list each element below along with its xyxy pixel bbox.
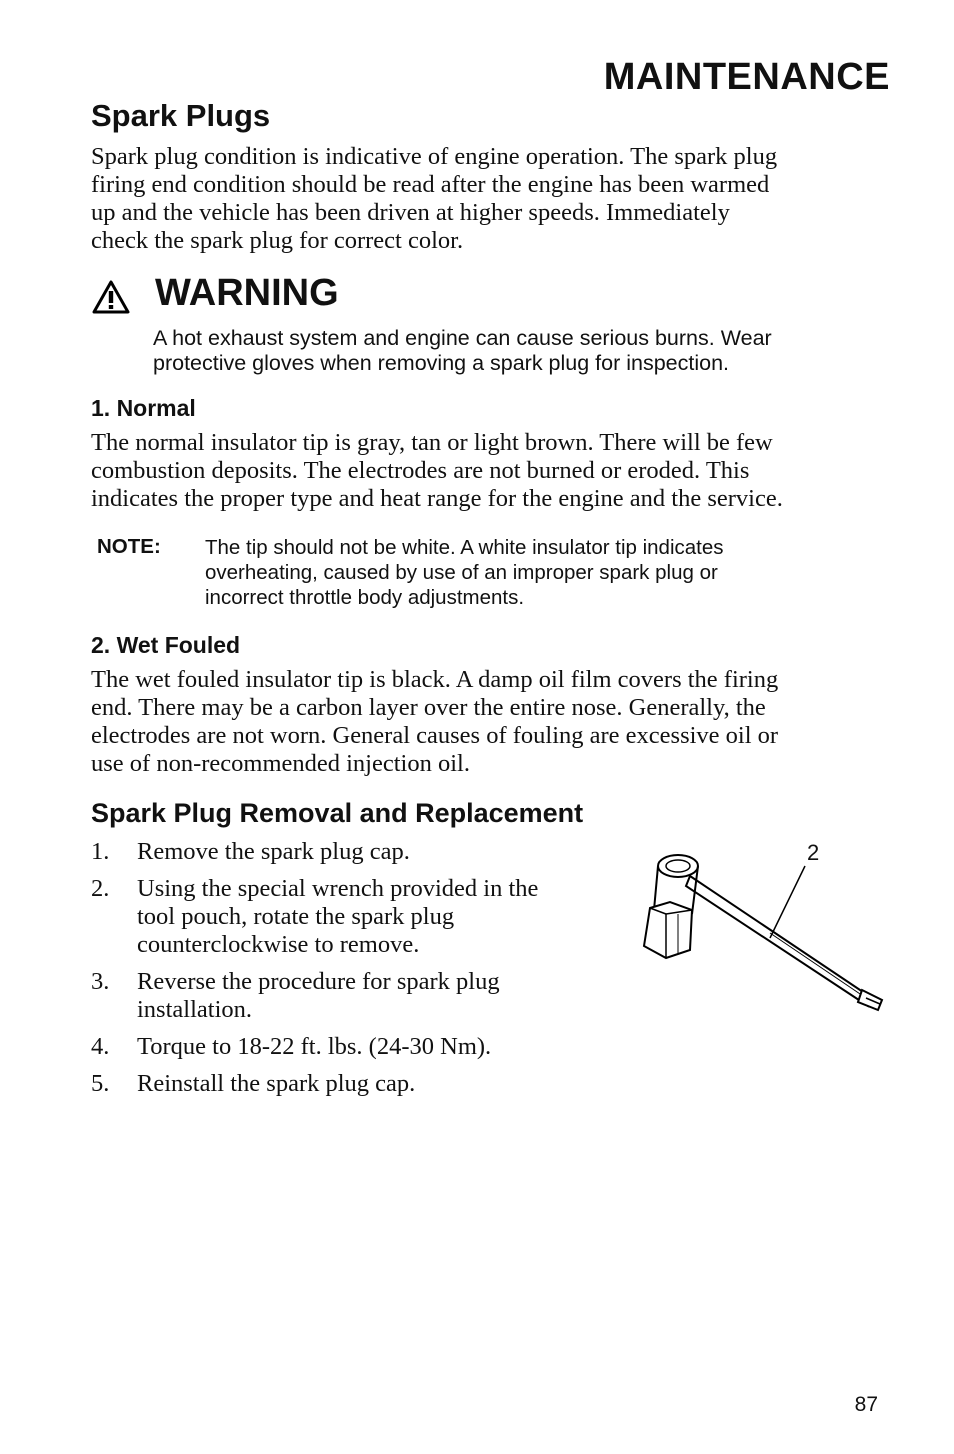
text-line: tool pouch, rotate the spark plug [137,903,455,930]
spark-plugs-intro-paragraph [91,143,891,255]
note-text [205,535,905,610]
step-text [137,968,611,1024]
text-line: The normal insulator tip is gray, tan or light brown. There will be few [91,429,773,456]
removal-steps-list [91,838,611,1107]
normal-paragraph [91,429,901,513]
text-line: A hot exhaust system and engine can cause serious burns. Wear [153,326,772,350]
step-text [137,838,611,866]
list-item [91,875,611,959]
text-line: Spark plug condition is indicative of engine operation. The spark plug [91,143,778,170]
wet-fouled-paragraph [91,666,901,778]
text-line: electrodes are not worn. General causes of fouling are excessive oil or [91,722,779,749]
warning-text [153,326,913,376]
text-line: Reverse the procedure for spark plug [137,968,500,995]
text-line: Torque to 18-22 ft. lbs. (24-30 Nm). [137,1033,492,1060]
note-label: NOTE: [97,535,161,558]
text-line: use of non-recommended injection oil. [91,750,470,777]
step-number: 4. [91,1033,110,1060]
step-number: 5. [91,1070,110,1097]
section-heading-removal: Spark Plug Removal and Replacement [91,798,584,828]
step-number: 2. [91,875,110,902]
step-text [137,875,611,959]
page-number: 87 [854,1393,878,1416]
spark-plug-wrench-illustration [630,838,890,1018]
text-line: check the spark plug for correct color. [91,227,464,254]
text-line: Remove the spark plug cap. [137,838,410,865]
list-item [91,1070,611,1098]
list-item [91,1033,611,1061]
text-line: Using the special wrench provided in the [137,875,539,902]
section-heading-spark-plugs: Spark Plugs [91,98,271,133]
list-item [91,838,611,866]
text-line: up and the vehicle has been driven at higher speeds. Immediately [91,199,730,226]
figure-callout-label: 2 [807,840,820,865]
chapter-title: MAINTENANCE [603,56,890,98]
text-line: Reinstall the spark plug cap. [137,1070,416,1097]
text-line: combustion deposits. The electrodes are not burned or eroded. This [91,457,750,484]
text-line: counterclockwise to remove. [137,931,420,958]
step-number: 3. [91,968,110,995]
text-line: indicates the proper type and heat range for the engine and the service. [91,485,783,512]
text-line: The wet fouled insulator tip is black. A damp oil film covers the firing [91,666,779,693]
text-line: incorrect throttle body adjustments. [205,586,525,609]
warning-triangle-icon [92,280,130,314]
text-line: end. There may be a carbon layer over the entire nose. Generally, the [91,694,766,721]
text-line: firing end condition should be read after the engine has been warmed [91,171,770,198]
subheading-normal: 1. Normal [91,395,196,421]
text-line: protective gloves when removing a spark plug for inspection. [153,351,730,375]
subheading-wet-fouled: 2. Wet Fouled [91,632,241,658]
text-line: The tip should not be white. A white insulator tip indicates [205,536,724,559]
list-item [91,968,611,1024]
warning-title: WARNING [155,272,339,314]
step-text [137,1070,611,1098]
text-line: installation. [137,996,252,1023]
text-line: overheating, caused by use of an improper spark plug or [205,561,718,584]
step-number: 1. [91,838,110,865]
step-text [137,1033,611,1061]
